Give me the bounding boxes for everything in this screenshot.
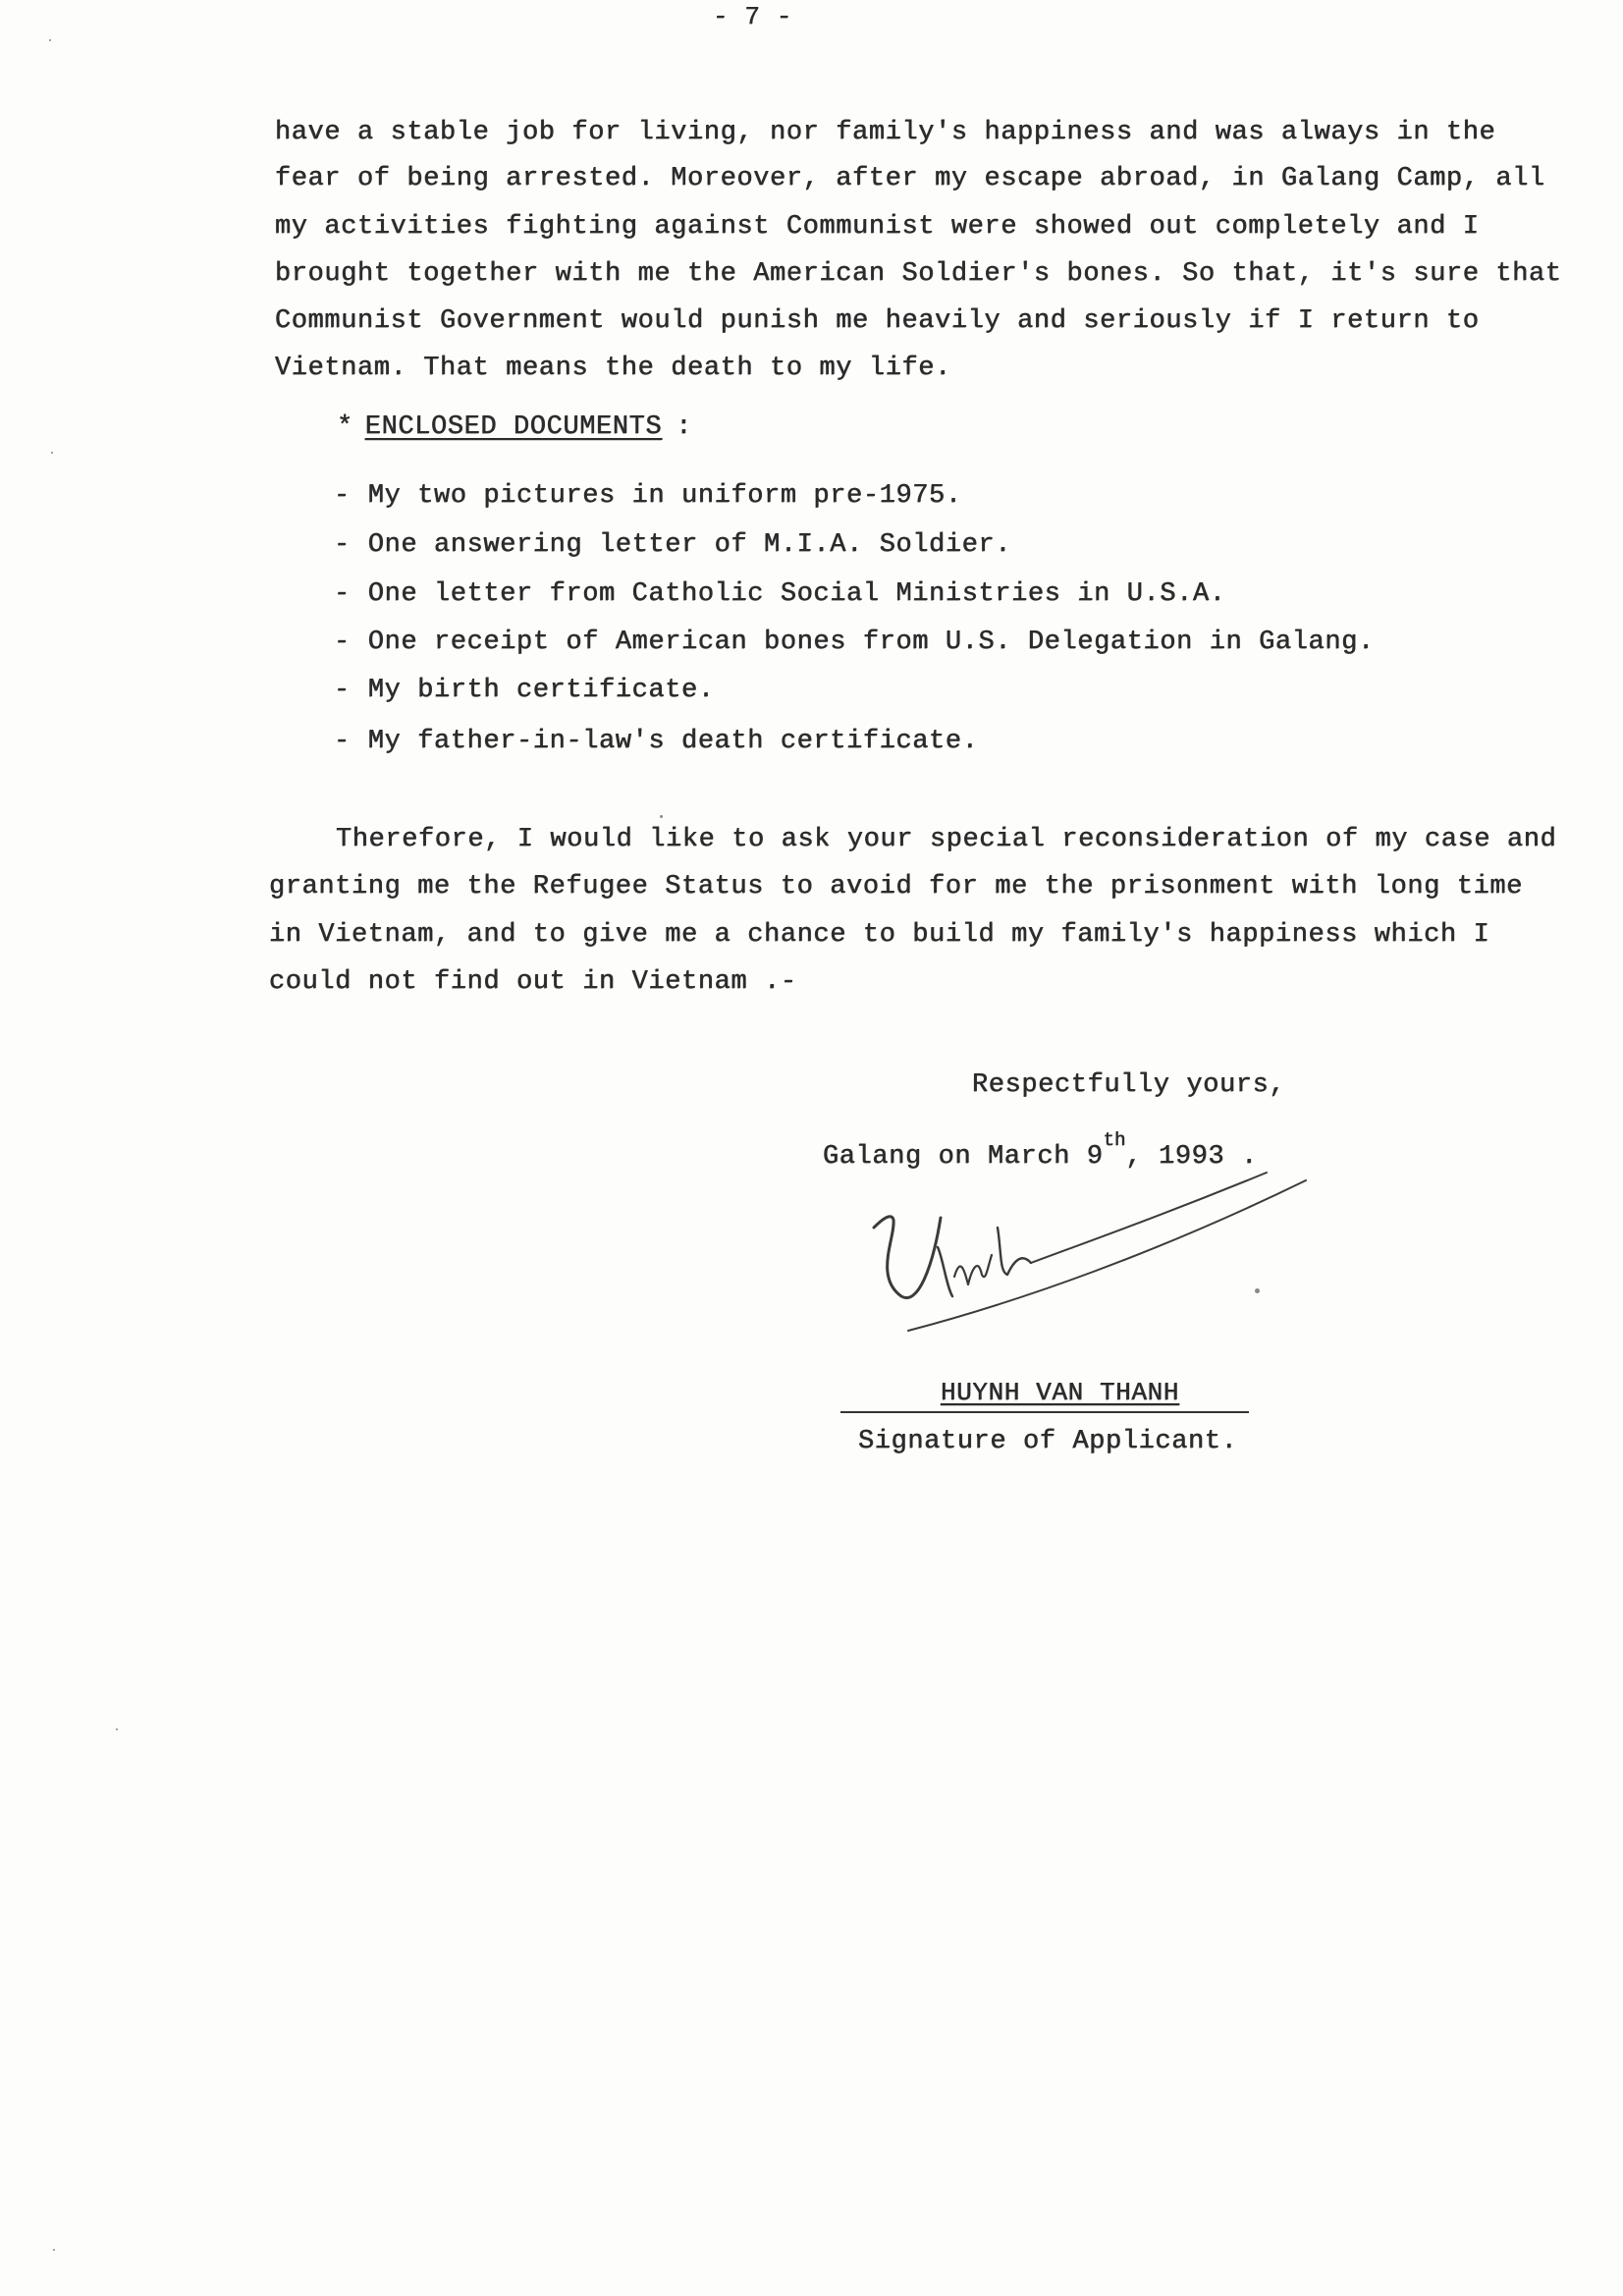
list-bullet: - — [334, 530, 351, 560]
scan-speck — [116, 1728, 118, 1730]
list-bullet: - — [334, 579, 351, 609]
signature-caption: Signature of Applicant. — [858, 1427, 1238, 1456]
paragraph-line: brought together with me the American Soldier's bones. So that, it's sure that — [275, 259, 1562, 289]
enclosed-document-item — [334, 579, 1226, 609]
signature-line — [840, 1411, 1249, 1413]
paragraph-line: have a stable job for living, nor family's happiness and was always in the — [275, 118, 1496, 147]
paragraph-line: my activities fighting against Communist were showed out completely and I — [275, 212, 1480, 242]
enclosed-document-text: One letter from Catholic Social Ministries in U.S.A. — [367, 579, 1226, 609]
place-date-suffix: , 1993 . — [1125, 1142, 1258, 1172]
list-bullet: - — [334, 628, 351, 657]
enclosed-document-text: My two pictures in uniform pre-1975. — [367, 481, 962, 511]
enclosed-documents-label: ENCLOSED DOCUMENTS — [364, 412, 663, 442]
enclosed-document-item — [334, 481, 962, 511]
enclosed-document-text: My father-in-law's death certificate. — [367, 727, 979, 756]
closing-paragraph-line: in Vietnam, and to give me a chance to build my family's happiness which I — [269, 920, 1490, 950]
paragraph-line: Vietnam. That means the death to my life. — [275, 354, 951, 383]
enclosed-document-item — [334, 727, 979, 756]
enclosed-document-text: One answering letter of M.I.A. Soldier. — [367, 530, 1012, 560]
list-bullet: - — [334, 727, 351, 756]
enclosed-document-text: One receipt of American bones from U.S. Delegation in Galang. — [367, 628, 1375, 657]
enclosed-document-text: My birth certificate. — [367, 676, 715, 705]
scan-speck — [51, 452, 53, 454]
scan-speck — [49, 39, 51, 41]
enclosed-documents-heading — [337, 412, 692, 442]
date-ordinal: th — [1103, 1129, 1126, 1151]
page-number: - 7 - — [713, 2, 793, 31]
enclosed-document-item — [334, 628, 1375, 657]
scan-speck — [53, 2249, 55, 2251]
heading-colon: : — [676, 412, 693, 442]
enclosed-document-item — [334, 676, 715, 705]
closing-paragraph-line: could not find out in Vietnam .- — [269, 967, 797, 997]
handwritten-signature — [844, 1159, 1325, 1355]
closing-paragraph-line: Therefore, I would like to ask your special reconsideration of my case and — [336, 825, 1557, 854]
place-date-prefix: Galang on March 9 — [823, 1142, 1104, 1172]
closing-paragraph-line: granting me the Refugee Status to avoid for me the prisonment with long time — [269, 872, 1523, 902]
scan-speck — [1255, 1288, 1260, 1293]
asterisk-marker: * — [337, 412, 353, 442]
signer-name: HUYNH VAN THANH — [941, 1378, 1180, 1407]
list-bullet: - — [334, 676, 351, 705]
paragraph-line: fear of being arrested. Moreover, after my escape abroad, in Galang Camp, all — [275, 164, 1545, 193]
scan-speck — [660, 815, 663, 818]
paragraph-line: Communist Government would punish me heavily and seriously if I return to — [275, 306, 1480, 336]
signoff-text: Respectfully yours, — [972, 1070, 1286, 1100]
enclosed-document-item — [334, 530, 1011, 560]
list-bullet: - — [334, 481, 351, 511]
